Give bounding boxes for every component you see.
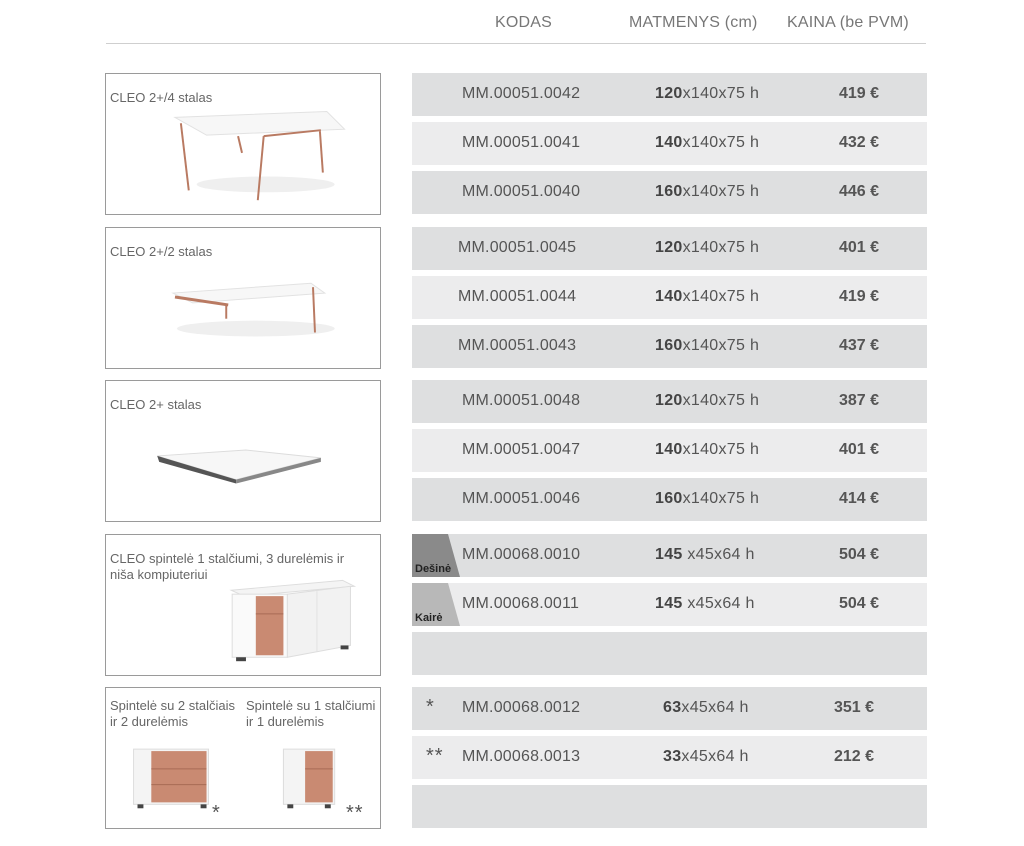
product-code: MM.00051.0048 [462, 392, 581, 409]
double-asterisk-mark: ** [346, 802, 364, 824]
asterisk-mark: * [212, 802, 221, 824]
dimensions: 63x45x64 h [663, 699, 749, 716]
product-code: MM.00051.0044 [458, 288, 577, 305]
product-code: MM.00051.0047 [462, 441, 581, 458]
product-name: CLEO spintelė 1 stalčiumi, 3 durelėmis ir niša kompiuteriui [110, 551, 345, 582]
price: 432 € [839, 134, 880, 151]
product-cleo-2-table [105, 380, 381, 522]
price: 504 € [839, 546, 880, 563]
dimensions: 120x140x75 h [655, 392, 760, 409]
table-row [412, 687, 927, 730]
price: 401 € [839, 441, 880, 458]
price: 446 € [839, 183, 880, 200]
price: 504 € [839, 595, 880, 612]
dimensions: 160x140x75 h [655, 183, 760, 200]
table-row [412, 429, 927, 472]
product-code: MM.00051.0045 [458, 239, 577, 256]
price: 387 € [839, 392, 880, 409]
product-cleo-cabinet [105, 534, 381, 676]
table-row [412, 380, 927, 423]
double-asterisk-mark: ** [426, 745, 444, 767]
product-code: MM.00051.0041 [462, 134, 581, 151]
product-name: CLEO 2+ stalas [110, 397, 202, 412]
dimensions: 140x140x75 h [655, 288, 760, 305]
dimensions: 120x140x75 h [655, 239, 760, 256]
price: 401 € [839, 239, 880, 256]
price: 437 € [839, 337, 880, 354]
product-code: MM.00068.0012 [462, 699, 581, 716]
dimensions: 140x140x75 h [655, 441, 760, 458]
side-label-left: Kairė [415, 612, 443, 624]
product-name: CLEO 2+/2 stalas [110, 244, 213, 259]
table-row [412, 122, 927, 165]
product-small-cabinets [105, 687, 381, 829]
table-row [412, 73, 927, 116]
product-cleo-2-2-table [105, 227, 381, 369]
col-header-price: KAINA (be PVM) [787, 14, 909, 31]
product-code: MM.00068.0013 [462, 748, 581, 765]
dimensions: 160x140x75 h [655, 490, 760, 507]
table-row [412, 276, 927, 319]
table-row-empty [412, 785, 927, 828]
price: 414 € [839, 490, 880, 507]
table-row [412, 325, 927, 368]
price: 212 € [834, 748, 875, 765]
table-row-empty [412, 632, 927, 675]
price: 419 € [839, 85, 880, 102]
product-code: MM.00051.0040 [462, 183, 581, 200]
col-header-dimensions: MATMENYS (cm) [629, 14, 758, 31]
product-name-a: Spintelė su 2 stalčiais ir 2 durelėmis [110, 698, 236, 729]
dimensions: 145 x45x64 h [655, 546, 755, 563]
table-row [412, 736, 927, 779]
dimensions: 160x140x75 h [655, 337, 760, 354]
price: 419 € [839, 288, 880, 305]
table-row [412, 227, 927, 270]
product-name-b: Spintelė su 1 stalčiumi ir 1 durelėmis [246, 698, 376, 729]
product-code: MM.00051.0042 [462, 85, 581, 102]
dimensions: 33x45x64 h [663, 748, 749, 765]
product-code: MM.00068.0011 [462, 595, 580, 612]
table-row [412, 583, 927, 626]
product-name: CLEO 2+/4 stalas [110, 90, 213, 105]
header-divider [106, 43, 926, 44]
table-row [412, 478, 927, 521]
price: 351 € [834, 699, 875, 716]
side-label-right: Dešinė [415, 563, 452, 575]
table-row [412, 171, 927, 214]
dimensions: 145 x45x64 h [655, 595, 755, 612]
asterisk-mark: * [426, 696, 435, 718]
dimensions: 120x140x75 h [655, 85, 760, 102]
table-row [412, 534, 927, 577]
product-code: MM.00068.0010 [462, 546, 581, 563]
product-cleo-2-4-table [105, 73, 381, 215]
product-code: MM.00051.0043 [458, 337, 577, 354]
col-header-code: KODAS [495, 14, 553, 31]
product-code: MM.00051.0046 [462, 490, 581, 507]
dimensions: 140x140x75 h [655, 134, 760, 151]
